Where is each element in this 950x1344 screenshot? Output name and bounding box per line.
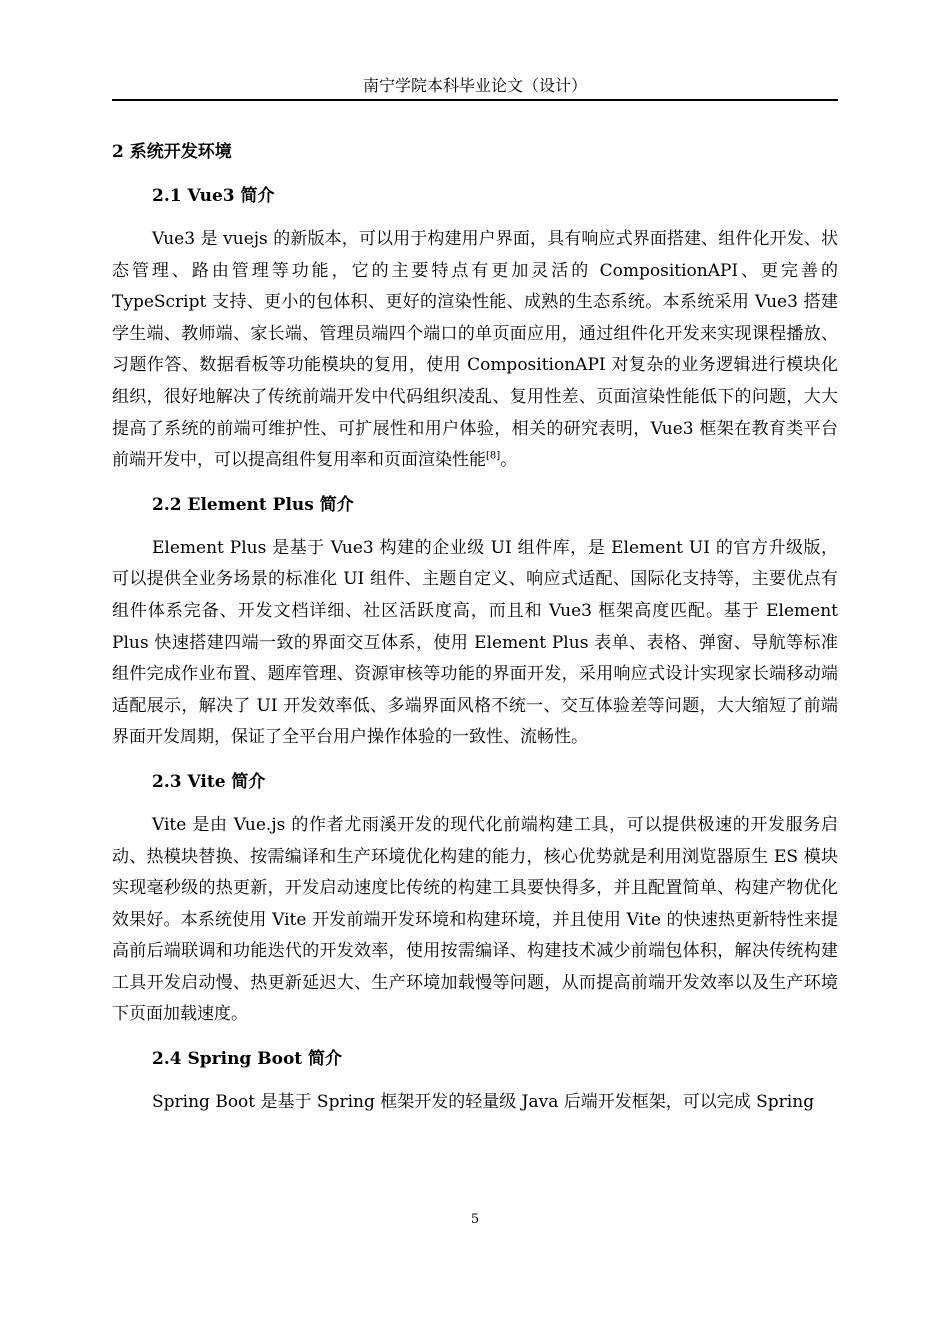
- section-paragraph-spring-boot: Spring Boot 是基于 Spring 框架开发的轻量级 Java 后端开发框架，可以完成 Spring: [152, 1092, 815, 1113]
- section-paragraph-element-plus: Element Plus 是基于 Vue3 构建的企业级 UI 组件库，是 Element UI 的官方升级版，可以提供全业务场景的标准化 UI 组件、主题自定义、响应式适配、国际化支持等，主要优点有组件体系完备、开发文档详细、社区活跃度高，而且和 Vue3 框架高度匹配。基于 Element Plus 快速搭建四端一致的界面交互体系，使用 Element Plus 表单、表格、弹窗、导航等标准组件完成作业布置、题库管理、资源审核等功能的界面开发，采用响应式设计实现家长端移动端适配展示，解决了 UI 开发效率低、多端界面风格不统一、交互体验差等问题，大大缩短了前端界面开发周期，保证了全平台用户操作体验的一致性、流畅性。: [112, 537, 838, 748]
- page-number: 5: [470, 1212, 480, 1227]
- section-heading-element-plus: 2.2 Element Plus 简介: [152, 494, 354, 515]
- chapter-heading: 2 系统开发环境: [112, 142, 232, 162]
- paragraph-text: Vue3 是 vuejs 的新版本，可以用于构建用户界面，具有响应式界面搭建、组件化开发、状态管理、路由管理等功能，它的主要特点有更加灵活的 CompositionAPI、更完善的 TypeScript 支持、更小的包体积、更好的渲染性能、成熟的生态系统。本系统采用 Vue3 搭建学生端、教师端、家长端、管理员端四个端口的单页面应用，通过组件化开发来实现课程播放、习题作答、数据看板等功能模块的复用，使用 CompositionAPI 对复杂的业务逻辑进行模块化组织，很好地解决了传统前端开发中代码组织凌乱、复用性差、页面渲染性能低下的问题，大大提高了系统的前端可维护性、可扩展性和用户体验，相关的研究表明，Vue3 框架在教育类平台前端开发中，可以提高组件复用率和页面渲染性能: [112, 229, 838, 471]
- paragraph-end: 。: [500, 450, 518, 471]
- running-header: 南宁学院本科毕业论文（设计）: [362, 76, 587, 95]
- header-divider: [112, 99, 838, 101]
- section-heading-vue3: 2.1 Vue3 简介: [152, 186, 275, 206]
- citation-marker: [8]: [486, 450, 501, 462]
- section-paragraph-vite: Vite 是由 Vue.js 的作者尤雨溪开发的现代化前端构建工具，可以提供极速的开发服务启动、热模块替换、按需编译和生产环境优化构建的能力，核心优势就是利用浏览器原生 ES 模块实现毫秒级的热更新，开发启动速度比传统的构建工具要快得多，并且配置简单、构建产物优化效果好。本系统使用 Vite 开发前端开发环境和构建环境，并且使用 Vite 的快速热更新特性来提高前后端联调和功能迭代的开发效率，使用按需编译、构建技术减少前端包体积，解决传统构建工具开发启动慢、热更新延迟大、生产环境加载慢等问题，从而提高前端开发效率以及生产环境下页面加载速度。: [112, 814, 838, 1025]
- section-heading-vite: 2.3 Vite 简介: [152, 771, 266, 792]
- section-paragraph-vue3: [112, 224, 838, 477]
- section-heading-spring-boot: 2.4 Spring Boot 简介: [152, 1049, 343, 1070]
- page-body: [112, 136, 838, 1131]
